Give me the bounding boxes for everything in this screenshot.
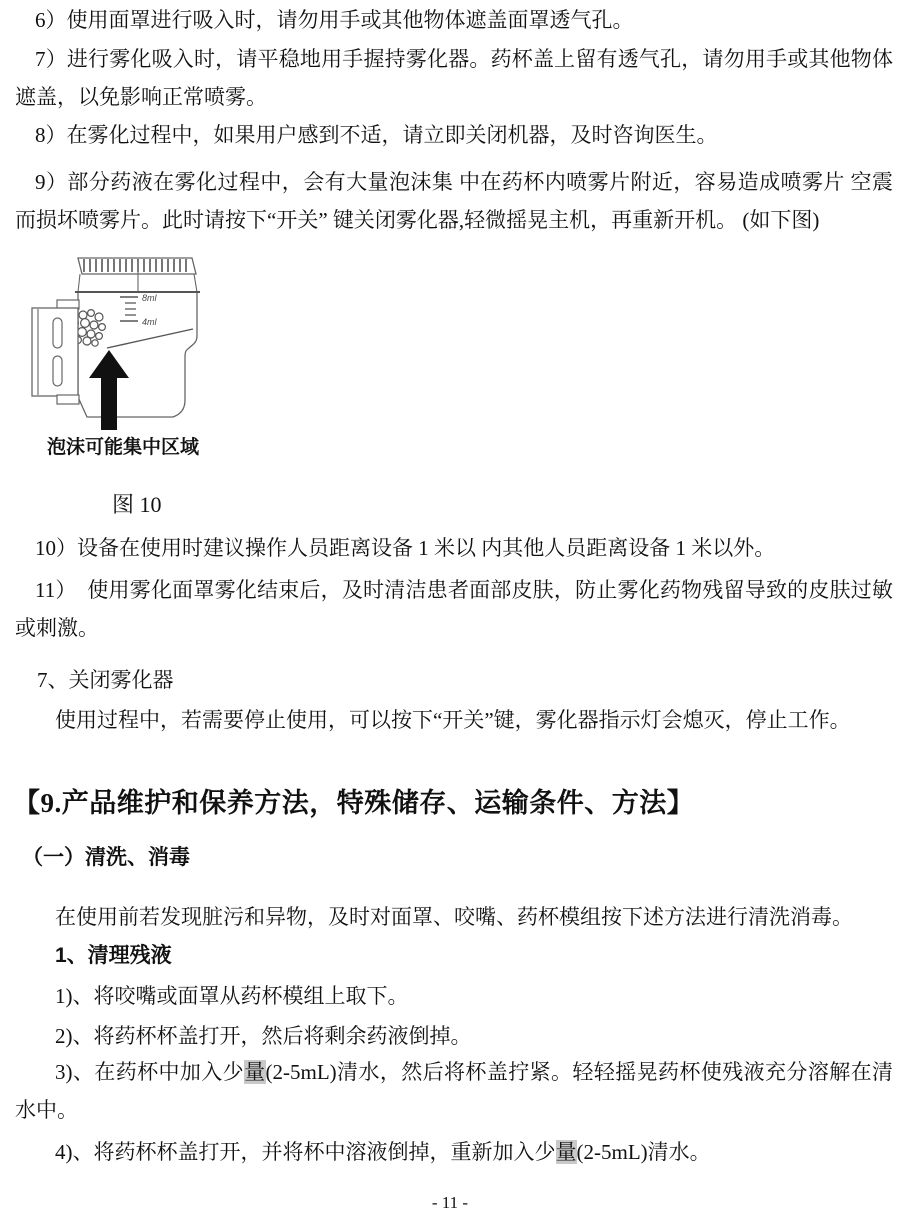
cleaning-intro: 在使用前若发现脏污和异物，及时对面罩、咬嘴、药杯模组按下述方法进行清洗消毒。: [55, 905, 853, 929]
cleaning-step-2: 2)、将药杯杯盖打开，然后将剩余药液倒掉。: [55, 1024, 472, 1048]
figure-10-nebulizer-diagram: [25, 252, 235, 437]
page-number: - 11 -: [431, 1193, 469, 1212]
list-item-7: 7）进行雾化吸入时，请平稳地用手握持雾化器。药杯盖上留有透气孔，请勿用手或其他物体遮盖，以免影响正常喷雾。: [15, 47, 893, 109]
list-item-6: 6）使用面罩进行吸入时，请勿用手或其他物体遮盖面罩透气孔。: [35, 8, 634, 32]
subsection-7-body: 使用过程中，若需要停止使用，可以按下“开关”键，雾化器指示灯会熄灭，停止工作。: [55, 708, 851, 732]
scale-label-4ml: 4ml: [142, 317, 157, 327]
list-item-10: 10）设备在使用时建议操作人员距离设备 1 米以 内其他人员距离设备 1 米以外。: [35, 536, 776, 560]
residue-cleaning-title: 1、清理残液: [55, 944, 172, 967]
scale-label-8ml: 8ml: [142, 293, 157, 303]
list-item-11: 11） 使用雾化面罩雾化结束后，及时清洁患者面部皮肤，防止雾化药物残留导致的皮肤过敏或刺激。: [15, 578, 893, 640]
step-4-text: 4)、将药杯杯盖打开，并将杯中溶液倒掉，重新加入少: [55, 1140, 556, 1164]
list-item-9: 9）部分药液在雾化过程中，会有大量泡沫集 中在药杯内喷雾片附近，容易造成喷雾片 空震而损坏喷雾片。此时请按下“开关” 键关闭雾化器,轻微摇晃主机，再重新开机。 (如下图): [15, 170, 893, 232]
step-3-text: 3)、在药杯中加入少: [55, 1060, 245, 1084]
step-3-highlighted-char: 量: [244, 1060, 266, 1084]
subsection-7-title: 7、关闭雾化器: [37, 668, 174, 692]
cleaning-step-4: [15, 1133, 893, 1171]
figure-caption: 图 10: [112, 492, 162, 517]
cleaning-step-3: [15, 1053, 893, 1129]
device-body: [78, 292, 197, 417]
list-item-8: 8）在雾化过程中，如果用户感到不适，请立即关闭机器，及时咨询医生。: [35, 123, 718, 147]
subsection-cleaning-title: （一）清洗、消毒: [22, 846, 190, 869]
step-4-highlighted-char: 量: [555, 1140, 577, 1164]
step-3-text-cont: (2-5mL)清水，然后将杯盖拧紧。轻轻摇晃药杯使残液充分溶解在清水中。: [15, 1060, 894, 1122]
nebulizer-drawing: [25, 252, 235, 437]
figure-annotation: 泡沫可能集中区域: [47, 437, 200, 458]
mouthpiece-adapter: [32, 300, 79, 404]
cleaning-step-1: 1)、将咬嘴或面罩从药杯模组上取下。: [55, 984, 409, 1008]
section-9-heading: 【9.产品维护和保养方法，特殊储存、运输条件、方法】: [13, 788, 695, 818]
step-4-text-cont: (2-5mL)清水。: [576, 1140, 711, 1164]
